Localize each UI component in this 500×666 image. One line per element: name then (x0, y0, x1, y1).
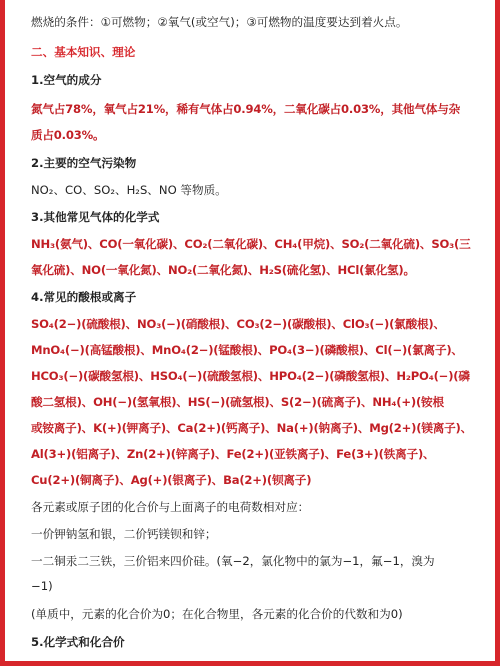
air-composition-line-1: 氮气占78%，氧气占21%，稀有气体占0.94%，二氧化碳占0.03%，其他气体与杂 (31, 102, 460, 116)
gas-formulas-line-2: 氧化硫)、NO(一氧化氮)、NO₂(二氧化氮)、H₂S(硫化氢)、HCl(氯化氢)。 (31, 263, 415, 277)
ions-line-7: Cu(2+)(铜离子)、Ag(+)(银离子)、Ba(2+)(钡离子) (31, 473, 312, 487)
valence-rhyme-1: 一价钾钠氢和银，二价钙镁钡和锌； (31, 527, 217, 541)
ions-line-6: Al(3+)(铝离子)、Zn(2+)(锌离子)、Fe(2+)(亚铁离子)、Fe(3+)(铁离子)、 (31, 447, 435, 461)
subheading-gas-formulas: 3.其他常见气体的化学式 (31, 210, 160, 224)
ions-line-4: 酸二氢根)、OH(−)(氢氧根)、HS(−)(硫氢根)、S(2−)(硫离子)、NH₄(+)(铵根 (31, 395, 444, 409)
subheading-acid-radicals: 4.常见的酸根或离子 (31, 290, 137, 304)
subheading-air-pollutants: 2.主要的空气污染物 (31, 156, 137, 170)
valence-rhyme-2: 一二铜汞二三铁，三价铝来四价硅。(氧−2，氯化物中的氯为−1，氟−1，溴为 (31, 554, 435, 568)
gas-formulas-line-1: NH₃(氨气)、CO(一氧化碳)、CO₂(二氧化碳)、CH₄(甲烷)、SO₂(二氧化硫)、SO₃(三 (31, 237, 471, 251)
combustion-conditions: 燃烧的条件：①可燃物；②氧气(或空气)；③可燃物的温度要达到着火点。 (31, 15, 408, 29)
subheading-air-composition: 1.空气的成分 (31, 73, 102, 87)
valence-rhyme-2-cont: −1) (31, 579, 53, 593)
section-heading: 二、基本知识、理论 (31, 45, 136, 59)
air-composition-line-2: 质占0.03%。 (31, 128, 105, 142)
valence-note: (单质中，元素的化合价为0；在化合物里，各元素的化合价的代数和为0) (31, 607, 403, 621)
valence-intro: 各元素或原子团的化合价与上面离子的电荷数相对应： (31, 500, 310, 514)
ions-line-2: MnO₄(−)(高锰酸根)、MnO₄(2−)(锰酸根)、PO₄(3−)(磷酸根)、Cl(−)(氯离子)、 (31, 343, 463, 357)
ions-line-3: HCO₃(−)(碳酸氢根)、HSO₄(−)(硫酸氢根)、HPO₄(2−)(磷酸氢根)、H₂PO₄(−)(磷 (31, 369, 470, 383)
air-pollutants-text: NO₂、CO、SO₂、H₂S、NO 等物质。 (31, 183, 227, 197)
subheading-formula-valence: 5.化学式和化合价 (31, 635, 125, 649)
ions-line-1: SO₄(2−)(硫酸根)、NO₃(−)(硝酸根)、CO₃(2−)(碳酸根)、ClO₃(−)(氯酸根)、 (31, 317, 445, 331)
ions-line-5: 或铵离子)、K(+)(钾离子)、Ca(2+)(钙离子)、Na(+)(钠离子)、Mg(2+)(镁离子)、 (31, 421, 473, 435)
